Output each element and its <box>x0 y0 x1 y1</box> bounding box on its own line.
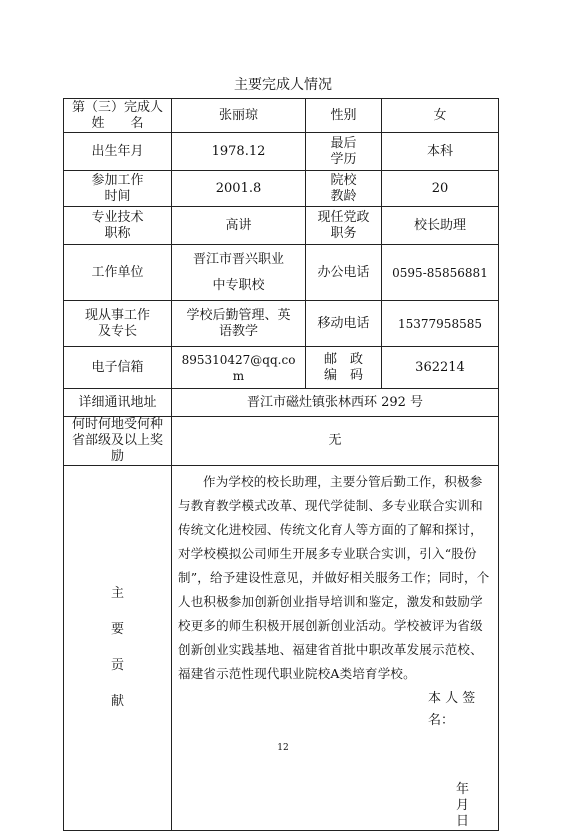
postcode-value[interactable]: 362214 <box>382 347 499 389</box>
row-email <box>64 347 499 389</box>
education-label: 最后 学历 <box>306 133 382 171</box>
mobile-phone-label: 移动电话 <box>306 301 382 347</box>
info-form-table <box>63 98 499 831</box>
signature-label: 本 人 签 名： <box>428 691 476 728</box>
teaching-years-value[interactable]: 20 <box>382 171 499 207</box>
name-value[interactable]: 张丽琼 <box>172 99 306 133</box>
professional-title-label: 专业技术 职称 <box>64 207 172 245</box>
employer-value[interactable]: 晋江市晋兴职业 中专职校 <box>172 245 306 301</box>
employer-label: 工作单位 <box>64 245 172 301</box>
birth-label: 出生年月 <box>64 133 172 171</box>
email-label: 电子信箱 <box>64 347 172 389</box>
row-contribution <box>64 466 499 831</box>
awards-value[interactable]: 无 <box>172 417 499 466</box>
page-title: 主要完成人情况 <box>234 77 332 93</box>
contribution-text: 作为学校的校长助理，主要分管后勤工作，积极参与教育教学模式改革、现代学徒制、多专业联合实训和传统文化进校园、传统文化育人等方面的了解和探讨，对学校模拟公司师生开展多专业联合实训，引入“股份制”，给予建设性意见，并做好相关服务工作；同时，个人也积极参加创新创业指导培训和鉴定，激发和鼓励学校更多的师生积极开展创新创业活动。学校被评为省级创新创业实践基地、福建省首批中职改革发展示范校、福建省示范性现代职业院校A类培育学校。 <box>178 474 490 681</box>
row-work-start <box>64 171 499 207</box>
email-value[interactable]: 895310427@qq.co m <box>172 347 306 389</box>
work-start-label: 参加工作 时间 <box>64 171 172 207</box>
awards-label: 何时何地受何种 省部级及以上奖励 <box>64 417 172 466</box>
row-employer <box>64 245 499 301</box>
work-start-value[interactable]: 2001.8 <box>172 171 306 207</box>
row-current-work <box>64 301 499 347</box>
teaching-years-label: 院校 教龄 <box>306 171 382 207</box>
birth-value[interactable]: 1978.12 <box>172 133 306 171</box>
row-birth <box>64 133 499 171</box>
row-name <box>64 99 499 133</box>
contribution-content[interactable] <box>172 466 499 831</box>
address-value[interactable]: 晋江市磁灶镇张林西环 292 号 <box>172 389 499 417</box>
position-label: 现任党政 职务 <box>306 207 382 245</box>
gender-value[interactable]: 女 <box>382 99 499 133</box>
contribution-label: 主 要 贡 献 <box>64 466 172 831</box>
postcode-label: 邮 政 编 码 <box>306 347 382 389</box>
professional-title-value[interactable]: 高讲 <box>172 207 306 245</box>
row-address <box>64 389 499 417</box>
row-title <box>64 207 499 245</box>
current-work-label: 现从事工作 及专长 <box>64 301 172 347</box>
name-label: 第（三）完成人 姓 名 <box>64 99 172 133</box>
date-label: 年 月 日 <box>456 782 470 829</box>
office-phone-label: 办公电话 <box>306 245 382 301</box>
office-phone-value[interactable]: 0595-85856881 <box>382 245 499 301</box>
mobile-phone-value[interactable]: 15377958585 <box>382 301 499 347</box>
education-value[interactable]: 本科 <box>382 133 499 171</box>
current-work-value[interactable]: 学校后勤管理、英 语教学 <box>172 301 306 347</box>
address-label: 详细通讯地址 <box>64 389 172 417</box>
gender-label: 性别 <box>306 99 382 133</box>
position-value[interactable]: 校长助理 <box>382 207 499 245</box>
row-awards <box>64 417 499 466</box>
page-number: 12 <box>277 743 289 753</box>
